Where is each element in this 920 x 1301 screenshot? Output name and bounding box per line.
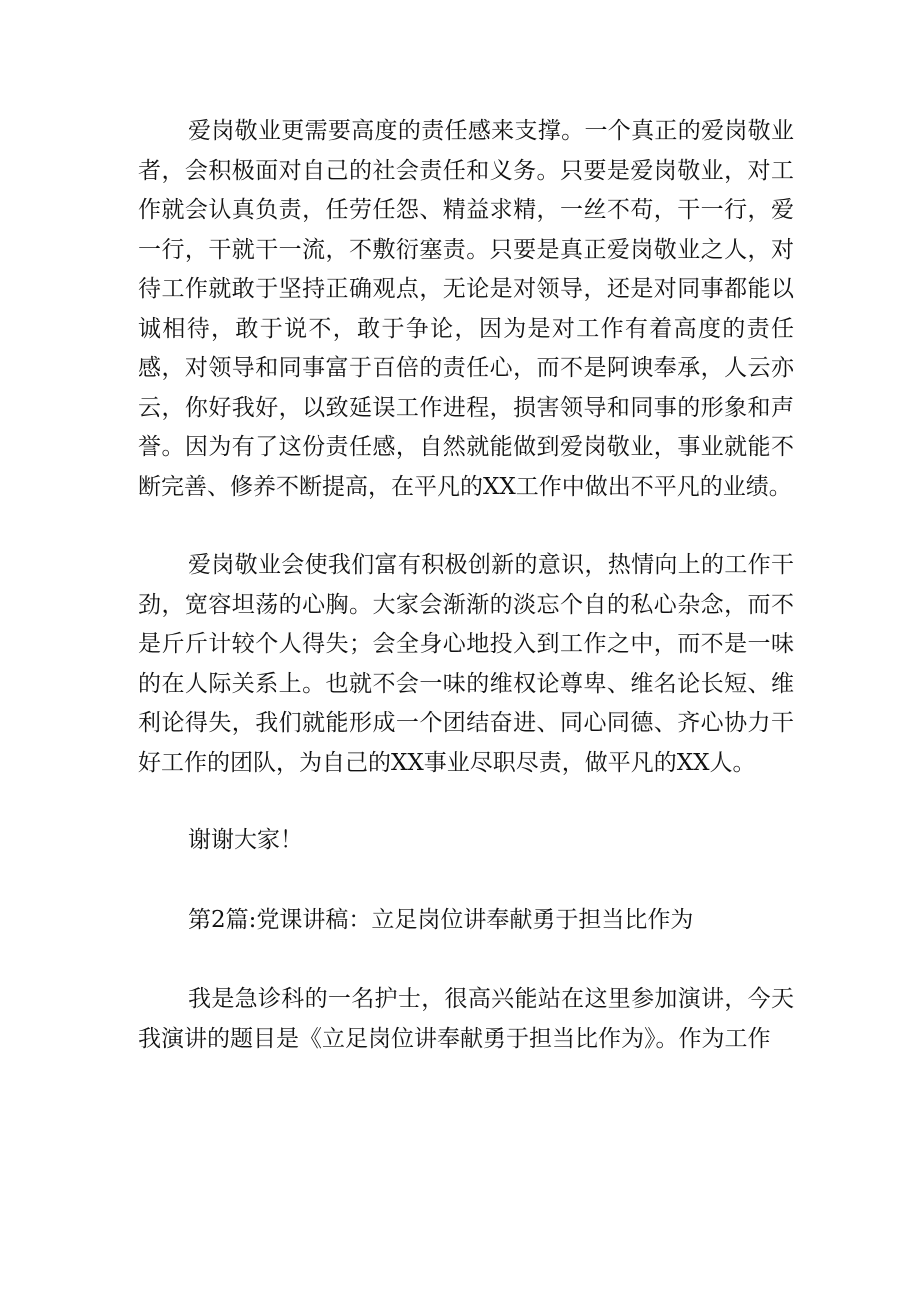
- paragraph-spacer: [138, 507, 794, 546]
- paragraph-spacer: [138, 940, 794, 980]
- paragraph-spacer: [138, 861, 794, 901]
- section-heading: 第2篇:党课讲稿：立足岗位讲奉献勇于担当比作为: [188, 906, 694, 933]
- paragraph-speech-intro: 我是急诊科的一名护士，很高兴能站在这里参加演讲，今天我演讲的题目是《立足岗位讲奉献勇于担当比作为》。作为工作: [138, 986, 794, 1052]
- paragraph-responsibility: 爱岗敬业更需要高度的责任感来支撑。一个真正的爱岗敬业者，会积极面对自己的社会责任和义务。只要是爱岗敬业，对工作就会认真负责，任劳任怨、精益求精，一丝不苟，干一行，爱一行，干就干一流，不敷衍塞责。只要是真正爱岗敬业之人，对待工作就敢于坚持正确观点，无论是对领导，还是对同事都能以诚相待，敢于说不，敢于争论，因为是对工作有着高度的责任感，对领导和同事富于百倍的责任心，而不是阿谀奉承，人云亦云，你好我好，以致延误工作进程，损害领导和同事的形象和声誉。因为有了这份责任感，自然就能做到爱岗敬业，事业就能不断完善、修养不断提高，在平凡的XX工作中做出不平凡的业绩。: [138, 118, 794, 500]
- paragraph-spacer: [138, 783, 794, 821]
- closing-thanks: 谢谢大家！: [188, 827, 303, 853]
- document-page: [138, 112, 794, 1059]
- paragraph-innovation: 爱岗敬业会使我们富有积极创新的意识，热情向上的工作干劲，宽容坦荡的心胸。大家会渐渐的淡忘个自的私心杂念，而不是斤斤计较个人得失；会全身心地投入到工作之中，而不是一味的在人际关系上。也就不会一味的维权论尊卑、维名论长短、维利论得失，我们就能形成一个团结奋进、同心同德、齐心协力干好工作的团队，为自己的XX事业尽职尽责，做平凡的XX人。: [138, 552, 794, 776]
